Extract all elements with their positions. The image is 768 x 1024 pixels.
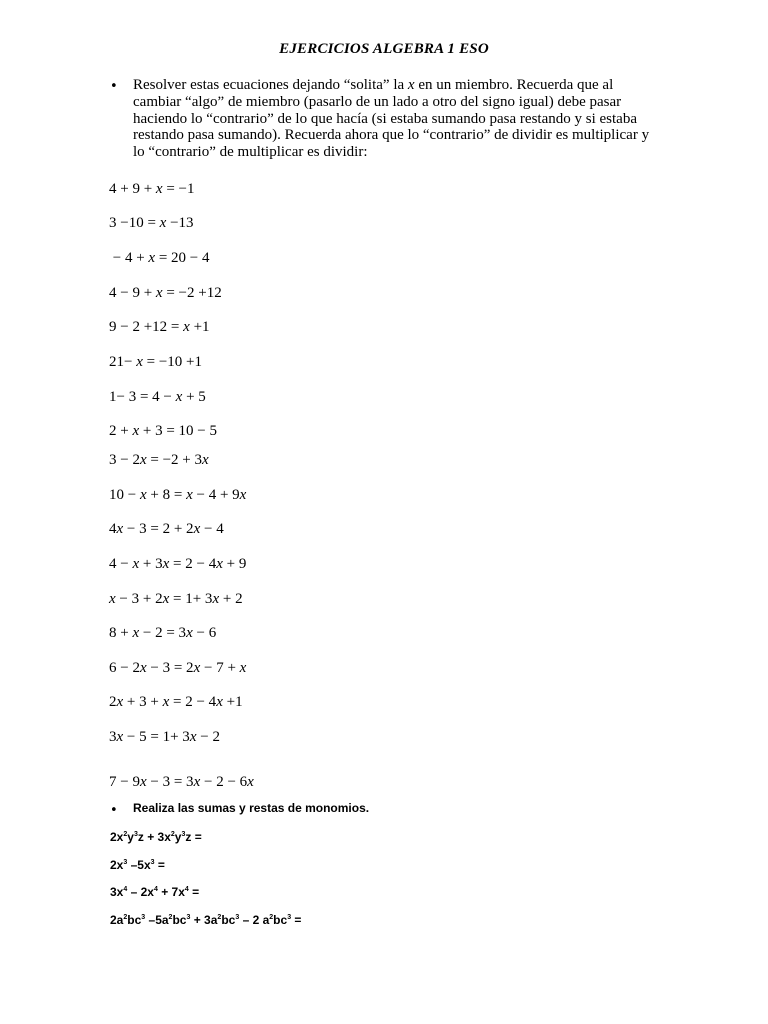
- equation: 2x + 3 + x = 2 − 4x +1: [109, 694, 243, 710]
- bullet-icon: •: [110, 803, 118, 818]
- instructions-paragraph: [133, 77, 661, 161]
- equation: 6 − 2x − 3 = 2x − 7 + x: [109, 660, 247, 676]
- equation: 1− 3 = 4 − x + 5: [109, 389, 206, 405]
- equation: 3 − 2x = −2 + 3x: [109, 452, 209, 468]
- monomial-expression: $2x^3$ $-5x^3$ =: [110, 858, 165, 872]
- page-title: EJERCICIOS ALGEBRA 1 ESO: [279, 41, 489, 57]
- monomial-expression: $3x^4 - 2x^4 + 7x^4$ =: [110, 885, 200, 899]
- equation: 4x − 3 = 2 + 2x − 4: [109, 521, 224, 537]
- equation: x − 3 + 2x = 1+ 3x + 2: [109, 591, 243, 607]
- monomial-expression: $2x^2y^3z + 3x^2y^3z$ =: [110, 830, 202, 844]
- equation: 10 − x + 8 = x − 4 + 9x: [109, 487, 247, 503]
- equation: 4 − x + 3x = 2 − 4x + 9: [109, 556, 247, 572]
- monomial-expression: $2a^2bc^3$ $-5a^2bc^3 + 3a^2bc^3 - 2$ $a^2bc^3$ =: [110, 913, 302, 927]
- bullet-icon: •: [110, 79, 118, 94]
- equation: 3 −10 = x −13: [109, 215, 194, 231]
- equation: 4 + 9 + x = −1: [109, 181, 195, 197]
- equation: 21− x = −10 +1: [109, 354, 203, 370]
- instructions-variable: x: [407, 77, 415, 93]
- equation: 3x − 5 = 1+ 3x − 2: [109, 729, 220, 745]
- monomials-heading: Realiza las sumas y restas de monomios.: [133, 801, 370, 815]
- equation: 7 − 9x − 3 = 3x − 2 − 6x: [109, 774, 254, 790]
- equation: 2 + x + 3 = 10 − 5: [109, 423, 218, 439]
- equation: 8 + x − 2 = 3x − 6: [109, 625, 217, 641]
- equation: 4 − 9 + x = −2 +12: [109, 285, 222, 301]
- equation: − 4 + x = 20 − 4: [109, 250, 210, 266]
- instructions-text-start: Resolver estas ecuaciones dejando “solita” la: [133, 77, 408, 93]
- instructions-text-end: en un miembro. Recuerda que al cambiar “algo” de miembro (pasarlo de un lado a otro del signo igual) debe pasar haciendo lo “contrario” de lo que hacía (si estaba sumando pasa restando y si estaba restando pasa sumando). Recuerda ahora que lo “contrario” de dividir es multiplicar y lo “contrario” de multiplicar es dividir:: [133, 77, 650, 161]
- equation: 9 − 2 +12 = x +1: [109, 319, 210, 335]
